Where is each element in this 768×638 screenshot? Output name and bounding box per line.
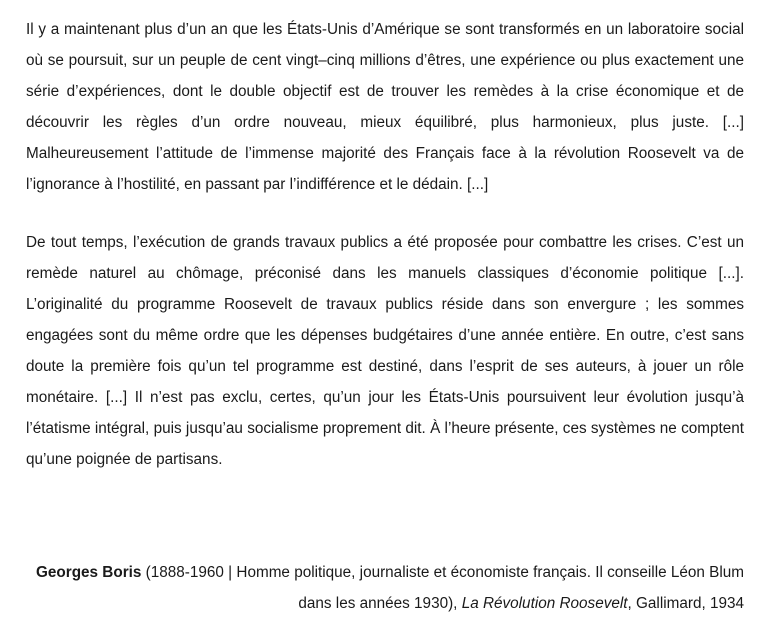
document-body: [26, 14, 744, 475]
source-citation: [26, 557, 744, 619]
paragraph-2: De tout temps, l’exécution de grands travaux publics a été proposée pour combattre les crises. C’est un remède naturel au chômage, préconisé dans les manuels classiques d’économie politique [...]. L’originalité du programme Roosevelt de travaux publics réside dans son envergure ; les sommes engagées sont du même ordre que les dépenses budgétaires d’une année entière. En outre, c’est sans doute la première fois qu’un tel programme est destiné, dans l’esprit de ses auteurs, à jouer un rôle monétaire. [...] Il n’est pas exclu, certes, qu’un jour les États-Unis poursuivent leur évolution jusqu’à l’étatisme intégral, puis jusqu’au socialisme proprement dit. À l’heure présente, ces systèmes ne comptent qu’une poignée de partisans.: [26, 234, 744, 468]
paragraph-1: Il y a maintenant plus d’un an que les États-Unis d’Amérique se sont transformés en un laboratoire social où se poursuit, sur un peuple de cent vingt–cinq millions d’êtres, une expérience ou plus exactement une série d’expériences, dont le double objectif est de trouver les remèdes à la crise économique et de découvrir les règles d’un ordre nouveau, mieux équilibré, plus harmonieux, plus juste. [...] Malheureusement l’attitude de l’immense majorité des Français face à la révolution Roosevelt va de l’ignorance à l’hostilité, en passant par l’indifférence et le dédain. [...]: [26, 21, 744, 193]
citation-publisher-year: , Gallimard, 1934: [627, 595, 744, 612]
citation-book-title: La Révolution Roosevelt: [461, 595, 628, 612]
citation-author: Georges Boris: [36, 564, 142, 581]
citation-bio: (1888-1960 | Homme politique, journaliste et économiste français. Il conseille Léon Blum dans les années 1930),: [141, 564, 744, 612]
